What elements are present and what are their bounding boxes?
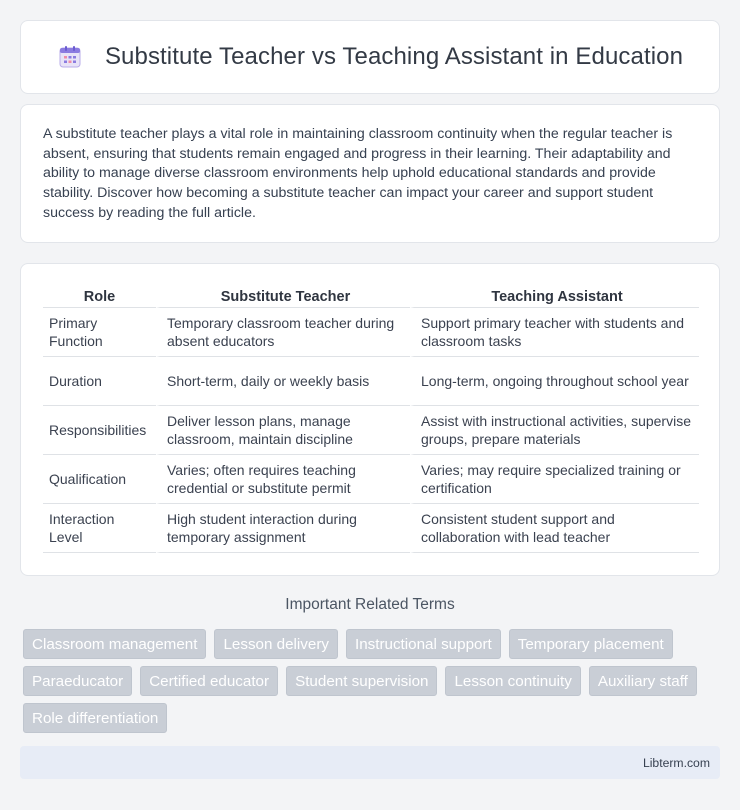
table-row	[43, 455, 699, 504]
comparison-table	[43, 286, 699, 553]
related-terms-title: Important Related Terms	[285, 596, 455, 613]
cell-substitute: Short-term, daily or weekly basis	[156, 357, 410, 406]
cell-role: Duration	[43, 357, 156, 406]
cell-assistant: Long-term, ongoing throughout school year	[410, 357, 699, 406]
comparison-table-card	[20, 263, 720, 576]
related-terms-section	[20, 592, 720, 733]
tag-certified-educator[interactable]: Certified educator	[140, 666, 278, 696]
cell-substitute: High student interaction during temporary assignment	[156, 504, 410, 553]
page-title: Substitute Teacher vs Teaching Assistant in Education	[104, 43, 684, 70]
tag-list	[20, 629, 720, 733]
tag-classroom-management[interactable]: Classroom management	[23, 629, 206, 659]
cell-assistant: Consistent student support and collaboration with lead teacher	[410, 504, 699, 553]
cell-role: Interaction Level	[43, 504, 156, 553]
table-header-row	[43, 286, 699, 308]
tag-lesson-delivery[interactable]: Lesson delivery	[214, 629, 338, 659]
intro-text: A substitute teacher plays a vital role in maintaining classroom continuity when the regular teacher is absent, ensuring that students remain engaged and progress in their learning. Their adaptability and ability to manage diverse classroom environments help uphold educational standards and provide stability. Discover how becoming a substitute teacher can impact your career and support student success by reading the full article.	[43, 126, 673, 221]
table-row	[43, 504, 699, 553]
cell-role: Qualification	[43, 455, 156, 504]
footer	[20, 746, 720, 779]
header-role: Role	[43, 286, 156, 308]
tag-paraeducator[interactable]: Paraeducator	[23, 666, 132, 696]
footer-site-link[interactable]: Libterm.com	[642, 755, 710, 770]
cell-substitute: Varies; often requires teaching credential or substitute permit	[156, 455, 410, 504]
cell-assistant: Assist with instructional activities, supervise groups, prepare materials	[410, 406, 699, 455]
tag-student-supervision[interactable]: Student supervision	[286, 666, 437, 696]
table-row	[43, 406, 699, 455]
title-card	[20, 20, 720, 94]
intro-card	[20, 104, 720, 243]
cell-substitute: Temporary classroom teacher during absent educators	[156, 308, 410, 357]
header-teaching-assistant: Teaching Assistant	[410, 286, 699, 308]
cell-role: Responsibilities	[43, 406, 156, 455]
document-icon	[57, 44, 83, 70]
tag-lesson-continuity[interactable]: Lesson continuity	[445, 666, 580, 696]
tag-role-differentiation[interactable]: Role differentiation	[23, 703, 167, 733]
tag-temporary-placement[interactable]: Temporary placement	[509, 629, 673, 659]
cell-assistant: Varies; may require specialized training or certification	[410, 455, 699, 504]
table-row	[43, 357, 699, 406]
cell-role: Primary Function	[43, 308, 156, 357]
cell-substitute: Deliver lesson plans, manage classroom, maintain discipline	[156, 406, 410, 455]
tag-auxiliary-staff[interactable]: Auxiliary staff	[589, 666, 697, 696]
cell-assistant: Support primary teacher with students and classroom tasks	[410, 308, 699, 357]
header-substitute-teacher: Substitute Teacher	[156, 286, 410, 308]
table-row	[43, 308, 699, 357]
tag-instructional-support[interactable]: Instructional support	[346, 629, 501, 659]
